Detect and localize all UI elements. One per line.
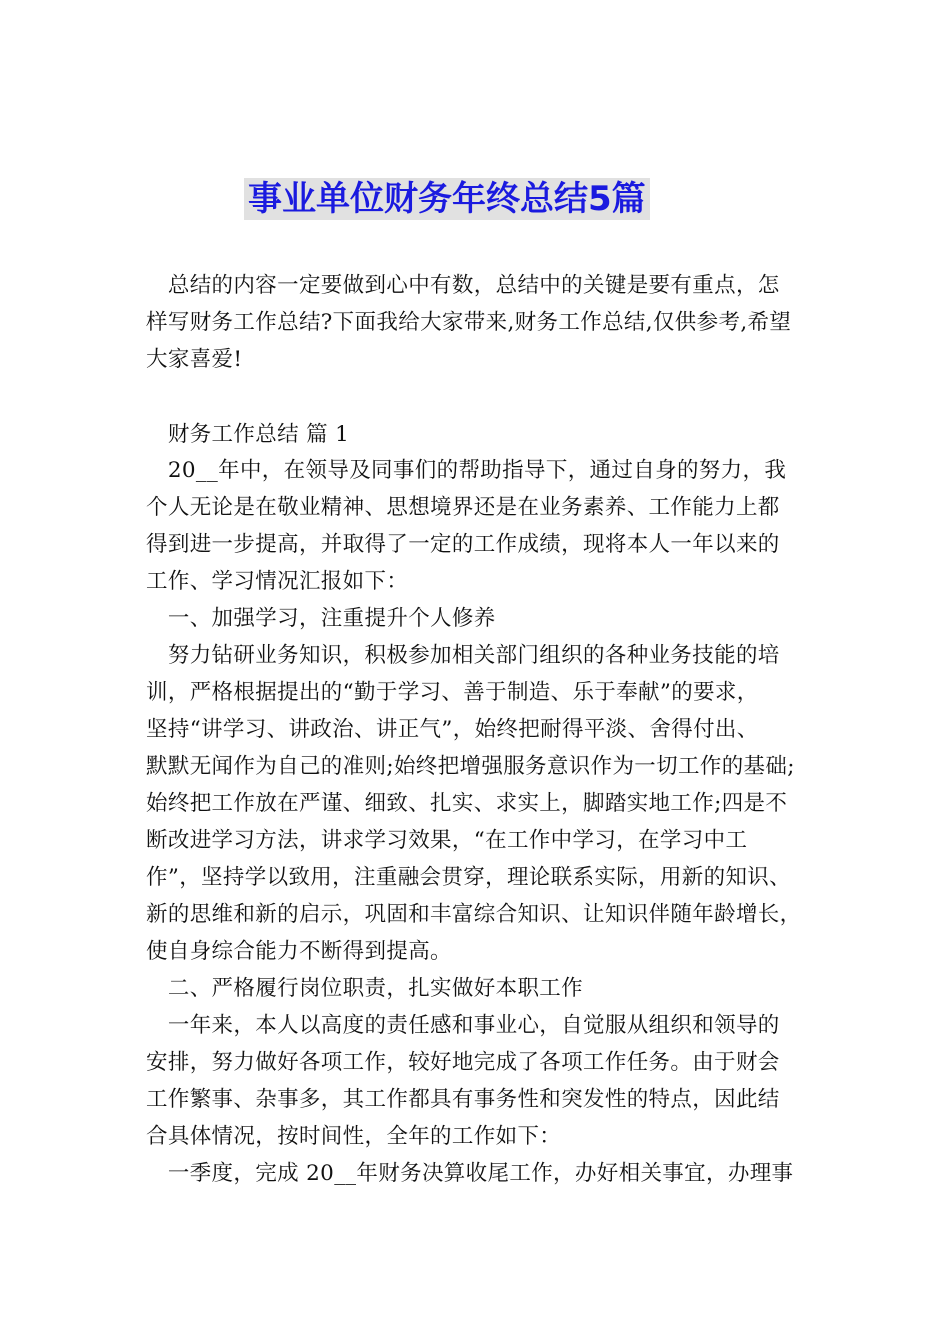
body-line: 断改进学习方法，讲求学习效果，“在工作中学习，在学习中工	[146, 828, 748, 853]
intro-line: 样写财务工作总结?下面我给大家带来,财务工作总结,仅供参考,希望	[146, 310, 792, 335]
body-line: 训，严格根据提出的“勤于学习、善于制造、乐于奉献”的要求，	[146, 680, 759, 705]
body-line: 坚持“讲学习、讲政治、讲正气”，始终把耐得平淡、舍得付出、	[146, 717, 759, 742]
body-line: 安排，努力做好各项工作，较好地完成了各项工作任务。由于财会	[146, 1050, 780, 1075]
page-title: 事业单位财务年终总结5篇	[244, 178, 650, 220]
body-line: 20__年中，在领导及同事们的帮助指导下，通过自身的努力，我	[146, 458, 787, 483]
intro-line: 总结的内容一定要做到心中有数，总结中的关键是要有重点，怎	[146, 273, 780, 298]
body-line: 努力钻研业务知识，积极参加相关部门组织的各种业务技能的培	[146, 643, 780, 668]
body-line: 使自身综合能力不断得到提高。	[146, 939, 452, 964]
body-line: 一年来，本人以高度的责任感和事业心，自觉服从组织和领导的	[146, 1013, 780, 1038]
section-heading: 财务工作总结 篇 1	[146, 422, 350, 447]
body-line: 工作、学习情况汇报如下：	[146, 569, 409, 594]
subheading-1: 一、加强学习，注重提升个人修养	[146, 606, 496, 631]
body-line: 合具体情况，按时间性，全年的工作如下：	[146, 1124, 562, 1149]
body-line: 得到进一步提高，并取得了一定的工作成绩，现将本人一年以来的	[146, 532, 780, 557]
subheading-2: 二、严格履行岗位职责，扎实做好本职工作	[146, 976, 584, 1001]
body-line: 一季度，完成 20__年财务决算收尾工作，办好相关事宜，办理事	[146, 1161, 794, 1186]
body-line: 作”，坚持学以致用，注重融会贯穿，理论联系实际，用新的知识、	[146, 865, 791, 890]
body-line: 个人无论是在敬业精神、思想境界还是在业务素养、工作能力上都	[146, 495, 780, 520]
body-line: 默默无闻作为自己的准则;始终把增强服务意识作为一切工作的基础;	[146, 754, 795, 779]
body-line: 始终把工作放在严谨、细致、扎实、求实上，脚踏实地工作;四是不	[146, 791, 788, 816]
intro-line: 大家喜爱!	[146, 347, 243, 372]
body-line: 工作繁事、杂事多，其工作都具有事务性和突发性的特点，因此结	[146, 1087, 780, 1112]
body-line: 新的思维和新的启示，巩固和丰富综合知识、让知识伴随年龄增长，	[146, 902, 802, 927]
